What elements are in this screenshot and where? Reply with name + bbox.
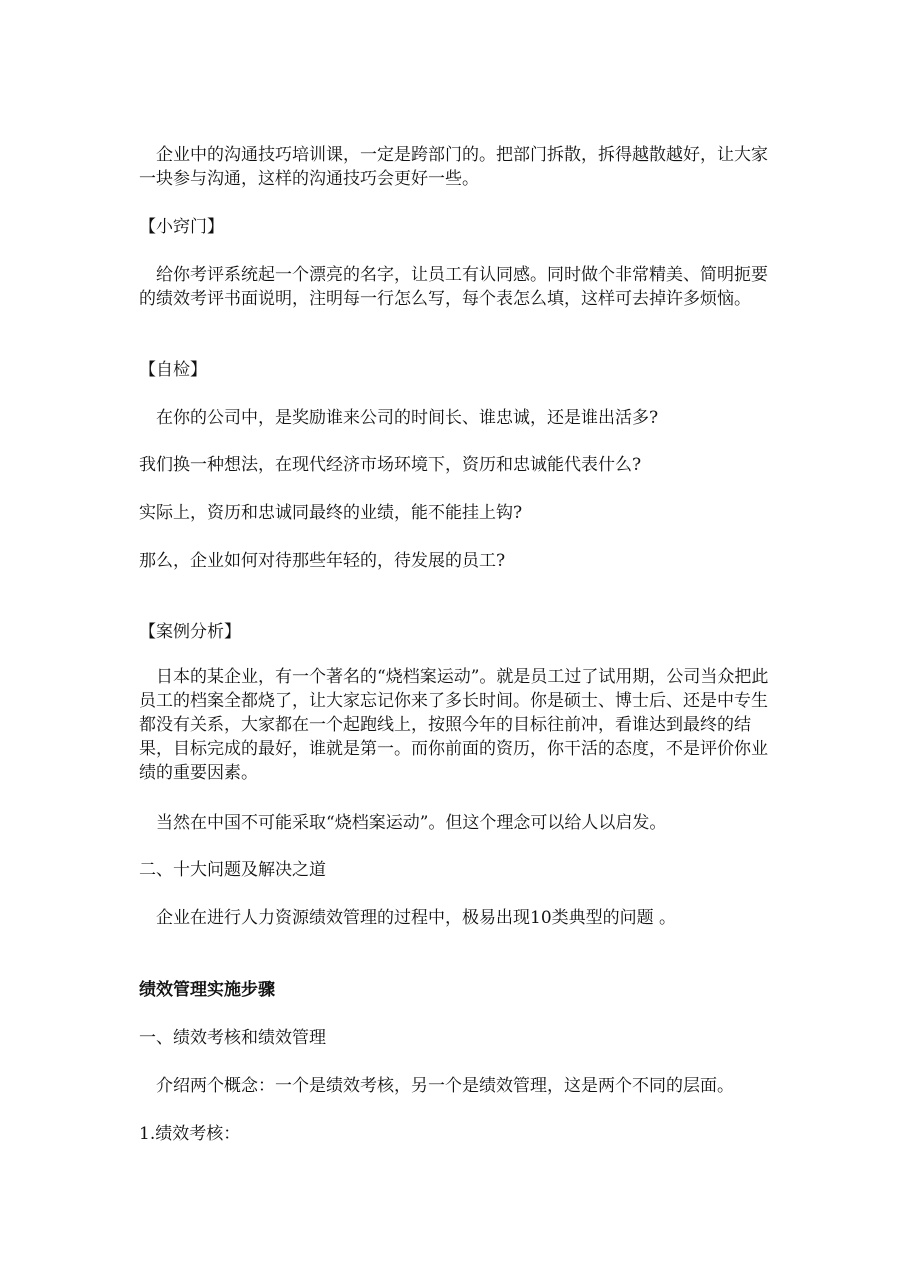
heading-tip: 【小窍门】 [139, 217, 224, 237]
paragraph-question-1: 在你的公司中，是奖励谁来公司的时间长、谁忠诚，还是谁出活多? [156, 408, 659, 428]
paragraph-ten-problems: 企业在进行人力资源绩效管理的过程中，极易出现10类典型的问题 。 [156, 908, 677, 928]
paragraph-case: 日本的某企业，有一个著名的“烧档案运动”。就是员工过了试用期，公司当众把此员工的档案全都烧了，让大家忘记你来了多长时间。你是硕士、博士后、还是中专生都没有关系，大家都在一个起跑线上，按照今年的目标往前冲，看谁达到最终的结果，目标完成的最好，谁就是第一。而你前面的资历，你干活的态度，不是评价你业绩的重要因素。 [139, 667, 769, 783]
paragraph-china: 当然在中国不可能采取“烧档案运动”。但这个理念可以给人以启发。 [156, 813, 667, 833]
heading-assessment: 1.绩效考核： [139, 1124, 241, 1144]
heading-case-analysis: 【案例分析】 [139, 622, 241, 642]
heading-assessment-management: 一、绩效考核和绩效管理 [139, 1028, 326, 1048]
paragraph-question-2: 我们换一种想法，在现代经济市场环境下，资历和忠诚能代表什么? [139, 455, 642, 475]
paragraph-question-4: 那么，企业如何对待那些年轻的，待发展的员工? [139, 551, 506, 571]
heading-implementation-steps: 绩效管理实施步骤 [139, 980, 275, 1000]
paragraph-training: 企业中的沟通技巧培训课，一定是跨部门的。把部门拆散，拆得越散越好，让大家一块参与沟通，这样的沟通技巧会更好一些。 [139, 145, 768, 189]
paragraph-question-3: 实际上，资历和忠诚同最终的业绩，能不能挂上钩? [139, 503, 523, 523]
paragraph-two-concepts: 介绍两个概念：一个是绩效考核，另一个是绩效管理，这是两个不同的层面。 [156, 1076, 734, 1096]
heading-ten-problems: 二、十大问题及解决之道 [139, 860, 326, 880]
paragraph-tip: 给你考评系统起一个漂亮的名字，让员工有认同感。同时做个非常精美、简明扼要的绩效考评书面说明，注明每一行怎么写，每个表怎么填，这样可去掉许多烦恼。 [139, 265, 768, 309]
heading-self-check: 【自检】 [139, 360, 207, 380]
